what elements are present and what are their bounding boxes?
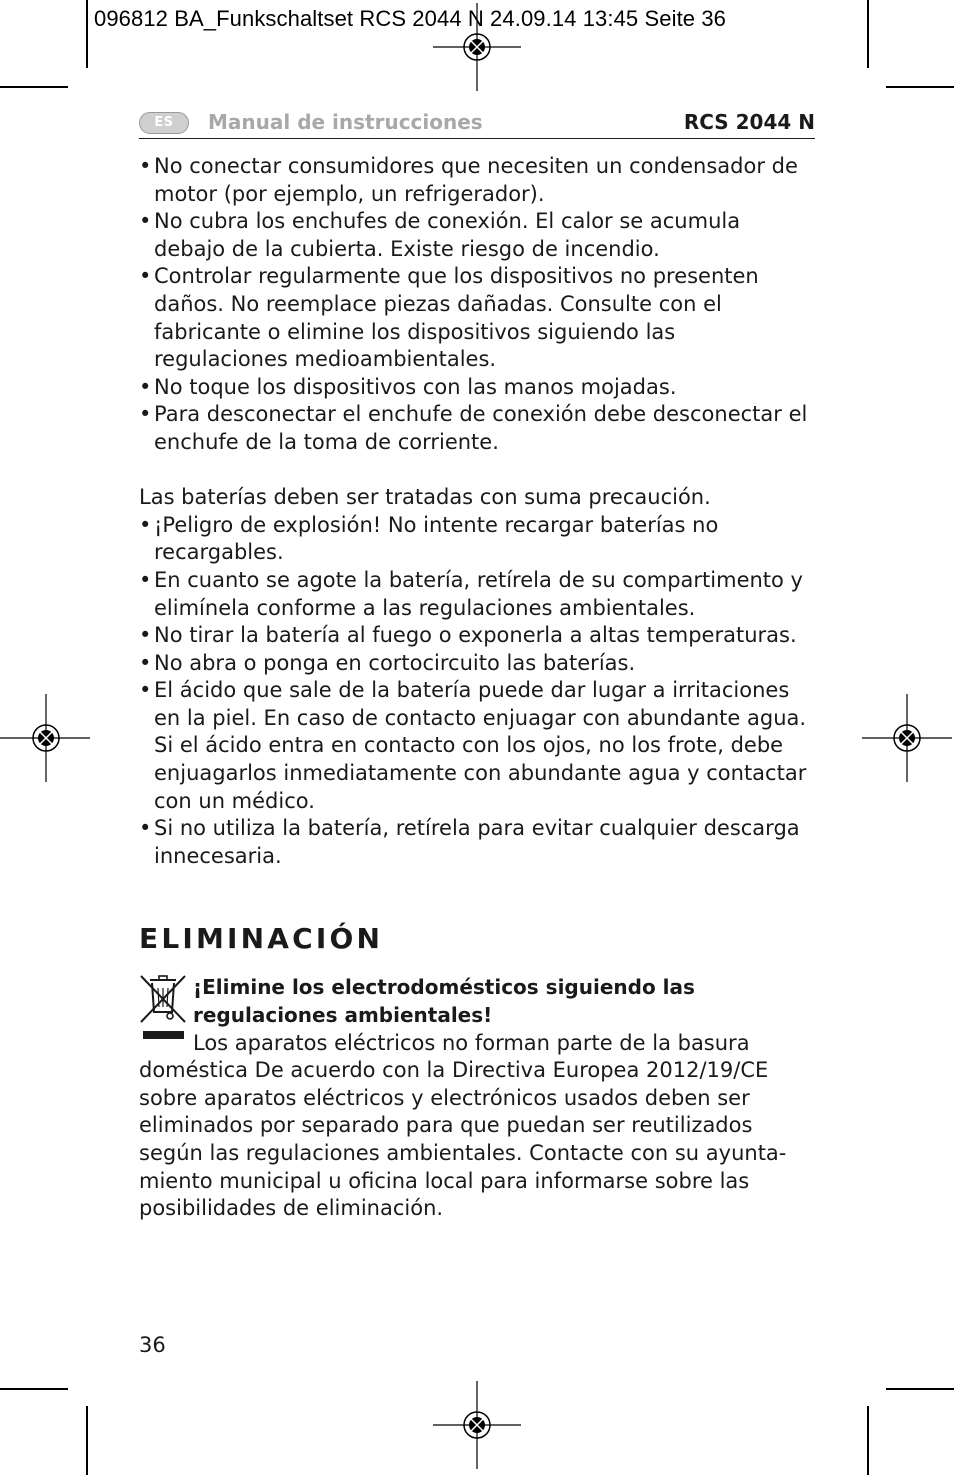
list-item: • En cuanto se agote la batería, retírela de su compartimento y elimínela conforme a las regulaciones ambientales. (139, 567, 815, 622)
list-item: • ¡Peligro de explosión! No intente recargar baterías no recargables. (139, 512, 815, 567)
crop-mark (886, 86, 954, 88)
separator-bar (143, 1031, 184, 1039)
page-number: 36 (139, 1333, 166, 1357)
list-item: • No cubra los enchufes de conexión. El calor se acumula debajo de la cubierta. Existe riesgo de incendio. (139, 208, 815, 263)
list-item: • Para desconectar el enchufe de conexión debe desconectar el enchufe de la toma de corriente. (139, 401, 815, 456)
disposal-warning (193, 974, 815, 1029)
list-item: • Controlar regularmente que los dispositivos no presenten daños. No reemplace piezas dañadas. Consulte con el fabricante o elimine los dispositivos siguiendo las regulaciones medioambientales. (139, 263, 815, 373)
crop-mark (86, 0, 88, 68)
list-item: • No tirar la batería al fuego o exponerla a altas temperaturas. (139, 622, 815, 650)
page-content (139, 153, 815, 1223)
manual-title: Manual de instrucciones (208, 110, 483, 134)
warning-line: regulaciones ambientales! (193, 1003, 493, 1028)
list-item: • El ácido que sale de la batería puede dar lugar a irritaciones en la piel. En caso de contacto enjuagar con abundante agua. Si el ácido entra en contacto con los ojos, no los frote, debe enjuagarlos inmediatamente con abundante agua y contactar con un médico. (139, 677, 815, 815)
language-badge: ES (139, 112, 189, 134)
warning-line: ¡Elimine los electrodomésticos siguiendo las (193, 975, 695, 1000)
list-item: • No abra o ponga en cortocircuito las baterías. (139, 650, 815, 678)
crop-mark (886, 1388, 954, 1390)
section-heading: ELIMINACIÓN (139, 922, 384, 956)
registration-mark-icon (862, 694, 952, 782)
registration-mark-icon (433, 1381, 521, 1469)
print-slug: 096812 BA_Funkschaltset RCS 2044 N 24.09.14 13:45 Seite 36 (94, 6, 727, 31)
crop-mark (867, 0, 869, 68)
crop-mark (86, 1406, 88, 1475)
battery-intro: Las baterías deben ser tratadas con suma precaución. (139, 485, 711, 510)
safety-list (139, 153, 815, 457)
list-item: • No conectar consumidores que necesiten un condensador de motor (por ejemplo, un refrigerador). (139, 153, 815, 208)
page-header (139, 108, 815, 139)
battery-list (139, 512, 815, 871)
list-item: • Si no utiliza la batería, retírela para evitar cualquier descarga innecesaria. (139, 815, 815, 870)
crop-mark (0, 1388, 68, 1390)
list-item: • No toque los dispositivos con las manos mojadas. (139, 374, 815, 402)
crossed-out-wheelie-bin-icon (139, 974, 187, 1024)
disposal-block (139, 974, 815, 1222)
model-number: RCS 2044 N (683, 110, 815, 134)
crop-mark (0, 86, 68, 88)
registration-mark-icon (433, 3, 521, 91)
crop-mark (867, 1406, 869, 1475)
registration-mark-icon (0, 694, 90, 782)
disposal-body: Los aparatos eléctricos no forman parte de la basura doméstica De acuerdo con la Directiva Europea 2012/19/CE sobre aparatos eléctricos y electrónicos usados deben ser eliminados por separado para que puedan ser reutilizados según las regulaciones ambientales. Contacte con su ayunta-miento municipal u oficina local para informarse sobre las posibilidades de eliminación. (139, 1030, 787, 1221)
